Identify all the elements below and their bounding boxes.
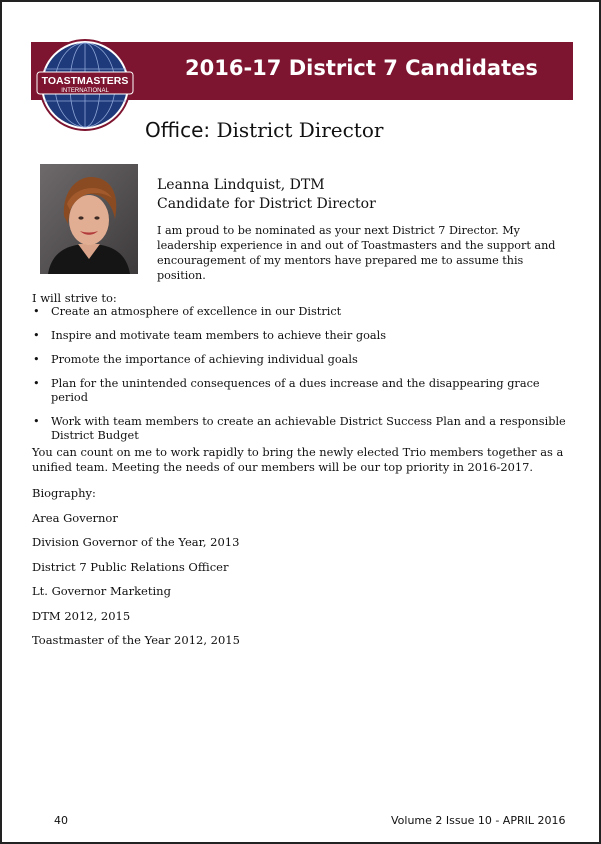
list-item: • Work with team members to create an achievable District Success Plan and a responsible District Budget bbox=[33, 415, 566, 442]
list-item: • Inspire and motivate team members to achieve their goals bbox=[33, 329, 387, 342]
page-number: 40 bbox=[54, 814, 68, 827]
candidate-name: Leanna Lindquist, DTM bbox=[157, 177, 325, 193]
bio-heading: Biography: bbox=[32, 486, 96, 500]
banner-title: 2016-17 District 7 Candidates bbox=[185, 56, 538, 80]
list-item: Division Governor of the Year, 2013 bbox=[32, 535, 240, 549]
list-item: District 7 Public Relations Officer bbox=[32, 559, 229, 574]
list-item: DTM 2012, 2015 bbox=[32, 608, 131, 623]
office-value: District Director bbox=[216, 118, 384, 142]
biography-list bbox=[32, 486, 572, 658]
issue-label: Volume 2 Issue 10 - APRIL 2016 bbox=[391, 814, 566, 827]
goals-list bbox=[32, 305, 572, 453]
toastmasters-logo bbox=[35, 39, 135, 131]
candidate-photo bbox=[40, 164, 138, 274]
logo-subtext: INTERNATIONAL bbox=[61, 88, 109, 94]
office-label: Office: bbox=[145, 118, 211, 142]
list-item: Lt. Governor Marketing bbox=[32, 584, 171, 598]
list-item: Area Governor bbox=[32, 510, 118, 525]
candidate-intro: I am proud to be nominated as your next District 7 Director. My leadership experience in and out of Toastmasters and the support and encouragement of my mentors have prepared me to assume this position. bbox=[157, 224, 556, 282]
strive-heading: I will strive to: bbox=[32, 291, 117, 305]
list-item: • Promote the importance of achieving individual goals bbox=[33, 353, 358, 366]
logo-wordmark: TOASTMASTERS bbox=[41, 75, 129, 87]
candidate-role: Candidate for District Director bbox=[157, 196, 376, 212]
list-item: • Plan for the unintended consequences of a dues increase and the disappearing grace period bbox=[33, 377, 540, 404]
closing-paragraph: You can count on me to work rapidly to bring the newly elected Trio members together as a unified team. Meeting the needs of our members will be our top priority in 2016-2017. bbox=[32, 445, 564, 474]
office-heading bbox=[145, 118, 383, 142]
list-item: • Create an atmosphere of excellence in our District bbox=[33, 305, 342, 318]
list-item: Toastmaster of the Year 2012, 2015 bbox=[32, 633, 240, 647]
